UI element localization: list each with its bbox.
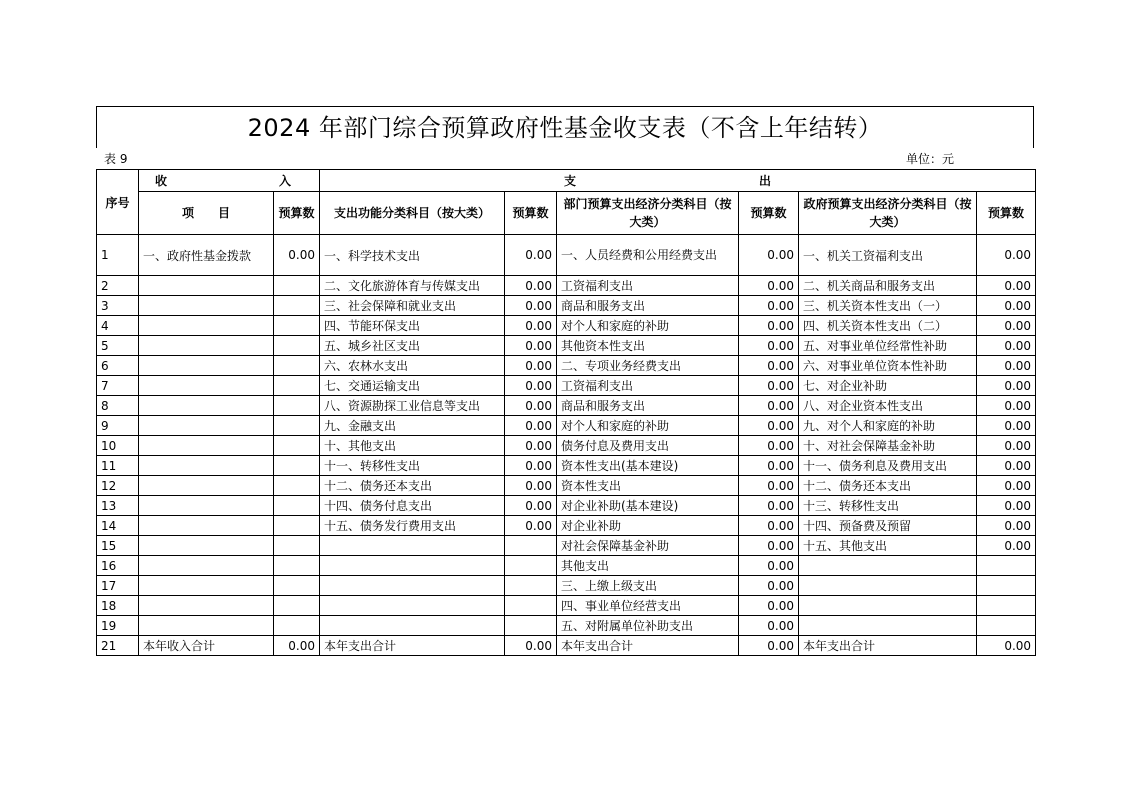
func-cell: 十一、转移性支出 (320, 456, 505, 476)
table-row (97, 596, 1036, 616)
budget3-header: 预算数 (739, 192, 799, 235)
table-row (97, 316, 1036, 336)
budget-table (96, 169, 1036, 656)
budget1-cell (274, 276, 320, 296)
budget4-cell: 0.00 (977, 636, 1036, 656)
budget4-cell: 0.00 (977, 456, 1036, 476)
budget2-cell: 0.00 (505, 416, 557, 436)
budget1-cell (274, 556, 320, 576)
dept-econ-cell: 一、人员经费和公用经费支出 (557, 235, 739, 276)
seq-header: 序号 (97, 170, 139, 235)
budget4-cell: 0.00 (977, 516, 1036, 536)
table-row (97, 576, 1036, 596)
budget1-cell (274, 296, 320, 316)
item-cell (139, 596, 274, 616)
gov-econ-cell: 四、机关资本性支出（二） (799, 316, 977, 336)
dept-econ-cell: 商品和服务支出 (557, 396, 739, 416)
budget3-cell: 0.00 (739, 376, 799, 396)
dept-econ-cell: 其他资本性支出 (557, 336, 739, 356)
budget1-cell (274, 396, 320, 416)
gov-econ-cell: 十一、债务利息及费用支出 (799, 456, 977, 476)
table-row (97, 496, 1036, 516)
gov-econ-cell: 十三、转移性支出 (799, 496, 977, 516)
seq-cell: 6 (97, 356, 139, 376)
budget2-header: 预算数 (505, 192, 557, 235)
table-row (97, 336, 1036, 356)
budget2-cell: 0.00 (505, 276, 557, 296)
item-cell (139, 416, 274, 436)
item-cell (139, 556, 274, 576)
budget4-cell: 0.00 (977, 235, 1036, 276)
budget3-cell: 0.00 (739, 296, 799, 316)
dept-econ-cell: 资本性支出 (557, 476, 739, 496)
budget4-cell (977, 556, 1036, 576)
budget1-cell (274, 476, 320, 496)
seq-cell: 5 (97, 336, 139, 356)
dept-econ-cell: 三、上缴上级支出 (557, 576, 739, 596)
budget2-cell: 0.00 (505, 496, 557, 516)
seq-cell: 14 (97, 516, 139, 536)
gov-econ-cell: 八、对企业资本性支出 (799, 396, 977, 416)
budget2-cell: 0.00 (505, 356, 557, 376)
budget3-cell: 0.00 (739, 616, 799, 636)
seq-cell: 10 (97, 436, 139, 456)
budget4-cell: 0.00 (977, 396, 1036, 416)
gov-econ-cell: 三、机关资本性支出（一） (799, 296, 977, 316)
item-cell (139, 536, 274, 556)
item-cell (139, 376, 274, 396)
budget4-cell: 0.00 (977, 476, 1036, 496)
budget4-cell: 0.00 (977, 296, 1036, 316)
budget3-cell: 0.00 (739, 636, 799, 656)
budget3-cell: 0.00 (739, 396, 799, 416)
expense-group-header (320, 170, 1036, 192)
budget3-cell: 0.00 (739, 576, 799, 596)
budget3-cell: 0.00 (739, 476, 799, 496)
func-cell: 三、社会保障和就业支出 (320, 296, 505, 316)
seq-cell: 12 (97, 476, 139, 496)
gov-econ-cell: 二、机关商品和服务支出 (799, 276, 977, 296)
dept-econ-cell: 工资福利支出 (557, 276, 739, 296)
func-cell: 十二、债务还本支出 (320, 476, 505, 496)
budget2-cell: 0.00 (505, 296, 557, 316)
gov-econ-cell: 本年支出合计 (799, 636, 977, 656)
func-cell: 十、其他支出 (320, 436, 505, 456)
gov-econ-cell: 十二、债务还本支出 (799, 476, 977, 496)
budget4-cell (977, 576, 1036, 596)
budget2-cell: 0.00 (505, 316, 557, 336)
budget1-cell (274, 576, 320, 596)
func-cell: 八、资源勘探工业信息等支出 (320, 396, 505, 416)
budget3-cell: 0.00 (739, 596, 799, 616)
seq-cell: 17 (97, 576, 139, 596)
item-cell (139, 476, 274, 496)
table-body (97, 235, 1036, 656)
seq-cell: 16 (97, 556, 139, 576)
income-label-a: 收 (155, 174, 168, 188)
seq-cell: 13 (97, 496, 139, 516)
item-cell (139, 616, 274, 636)
budget1-cell (274, 596, 320, 616)
budget3-cell: 0.00 (739, 436, 799, 456)
budget2-cell: 0.00 (505, 376, 557, 396)
dept-econ-cell: 对企业补助 (557, 516, 739, 536)
gov-econ-cell: 五、对事业单位经常性补助 (799, 336, 977, 356)
table-row (97, 416, 1036, 436)
income-label-b: 入 (278, 174, 291, 188)
table-row (97, 296, 1036, 316)
func-cell: 七、交通运输支出 (320, 376, 505, 396)
item-cell (139, 576, 274, 596)
gov-econ-cell: 一、机关工资福利支出 (799, 235, 977, 276)
budget2-cell: 0.00 (505, 336, 557, 356)
budget3-cell: 0.00 (739, 456, 799, 476)
table-row (97, 616, 1036, 636)
budget2-cell: 0.00 (505, 476, 557, 496)
expense-label-b: 出 (759, 174, 772, 188)
item-cell (139, 356, 274, 376)
table-row (97, 276, 1036, 296)
table-row (97, 436, 1036, 456)
budget3-cell: 0.00 (739, 316, 799, 336)
item-cell (139, 396, 274, 416)
item-cell (139, 516, 274, 536)
budget4-cell: 0.00 (977, 376, 1036, 396)
budget3-cell: 0.00 (739, 276, 799, 296)
func-cell: 二、文化旅游体育与传媒支出 (320, 276, 505, 296)
item-cell (139, 276, 274, 296)
table-row (97, 636, 1036, 656)
title-box (96, 106, 1034, 148)
item-header: 项 目 (139, 192, 274, 235)
func-cell: 五、城乡社区支出 (320, 336, 505, 356)
dept-econ-cell: 其他支出 (557, 556, 739, 576)
table-row (97, 376, 1036, 396)
budget1-cell (274, 456, 320, 476)
budget1-cell (274, 336, 320, 356)
dept-econ-cell: 工资福利支出 (557, 376, 739, 396)
dept-econ-cell: 五、对附属单位补助支出 (557, 616, 739, 636)
func-cell (320, 576, 505, 596)
func-header: 支出功能分类科目（按大类） (320, 192, 505, 235)
table-row (97, 396, 1036, 416)
func-cell (320, 596, 505, 616)
gov-econ-header: 政府预算支出经济分类科目（按大类） (799, 192, 977, 235)
budget3-cell: 0.00 (739, 516, 799, 536)
seq-cell: 15 (97, 536, 139, 556)
expense-label-a: 支 (564, 174, 577, 188)
gov-econ-cell: 九、对个人和家庭的补助 (799, 416, 977, 436)
budget2-cell: 0.00 (505, 436, 557, 456)
table-row (97, 556, 1036, 576)
func-cell: 四、节能环保支出 (320, 316, 505, 336)
dept-econ-cell: 二、专项业务经费支出 (557, 356, 739, 376)
dept-econ-header: 部门预算支出经济分类科目（按大类） (557, 192, 739, 235)
gov-econ-cell: 十、对社会保障基金补助 (799, 436, 977, 456)
budget1-cell (274, 376, 320, 396)
seq-cell: 19 (97, 616, 139, 636)
table-row (97, 536, 1036, 556)
budget4-cell: 0.00 (977, 276, 1036, 296)
gov-econ-cell (799, 556, 977, 576)
func-cell (320, 616, 505, 636)
func-cell: 六、农林水支出 (320, 356, 505, 376)
dept-econ-cell: 商品和服务支出 (557, 296, 739, 316)
budget3-cell: 0.00 (739, 336, 799, 356)
budget4-cell (977, 616, 1036, 636)
func-cell: 十五、债务发行费用支出 (320, 516, 505, 536)
budget4-cell: 0.00 (977, 356, 1036, 376)
budget1-cell (274, 416, 320, 436)
seq-cell: 11 (97, 456, 139, 476)
budget1-cell (274, 356, 320, 376)
budget4-cell (977, 596, 1036, 616)
gov-econ-cell: 十四、预备费及预留 (799, 516, 977, 536)
dept-econ-cell: 资本性支出(基本建设) (557, 456, 739, 476)
budget1-cell (274, 616, 320, 636)
seq-cell: 9 (97, 416, 139, 436)
budget3-cell: 0.00 (739, 235, 799, 276)
budget3-cell: 0.00 (739, 496, 799, 516)
dept-econ-cell: 债务付息及费用支出 (557, 436, 739, 456)
gov-econ-cell (799, 596, 977, 616)
budget4-header: 预算数 (977, 192, 1036, 235)
budget2-cell (505, 616, 557, 636)
func-cell: 十四、债务付息支出 (320, 496, 505, 516)
budget1-cell (274, 496, 320, 516)
item-cell (139, 436, 274, 456)
seq-cell: 18 (97, 596, 139, 616)
budget1-cell: 0.00 (274, 235, 320, 276)
seq-cell: 21 (97, 636, 139, 656)
gov-econ-cell: 六、对事业单位资本性补助 (799, 356, 977, 376)
income-group-header (139, 170, 320, 192)
table-row (97, 516, 1036, 536)
budget2-cell: 0.00 (505, 396, 557, 416)
func-cell: 本年支出合计 (320, 636, 505, 656)
budget3-cell: 0.00 (739, 536, 799, 556)
budget2-cell: 0.00 (505, 456, 557, 476)
dept-econ-cell: 对企业补助(基本建设) (557, 496, 739, 516)
gov-econ-cell: 十五、其他支出 (799, 536, 977, 556)
column-header-row (97, 192, 1036, 235)
budget4-cell: 0.00 (977, 496, 1036, 516)
table-row (97, 456, 1036, 476)
budget2-cell: 0.00 (505, 636, 557, 656)
budget2-cell: 0.00 (505, 516, 557, 536)
item-cell (139, 496, 274, 516)
dept-econ-cell: 四、事业单位经营支出 (557, 596, 739, 616)
budget2-cell (505, 596, 557, 616)
unit-label: 单位：元 (906, 152, 955, 166)
budget4-cell: 0.00 (977, 416, 1036, 436)
item-cell (139, 456, 274, 476)
item-cell (139, 336, 274, 356)
budget2-cell: 0.00 (505, 235, 557, 276)
func-cell: 九、金融支出 (320, 416, 505, 436)
budget4-cell: 0.00 (977, 336, 1036, 356)
seq-cell: 4 (97, 316, 139, 336)
group-header-row (97, 170, 1036, 192)
table-row (97, 235, 1036, 276)
dept-econ-cell: 本年支出合计 (557, 636, 739, 656)
seq-cell: 1 (97, 235, 139, 276)
budget1-header: 预算数 (274, 192, 320, 235)
budget3-cell: 0.00 (739, 356, 799, 376)
page-title: 2024 年部门综合预算政府性基金收支表（不含上年结转） (247, 114, 883, 142)
item-cell: 本年收入合计 (139, 636, 274, 656)
seq-cell: 3 (97, 296, 139, 316)
table-number: 表 9 (104, 152, 128, 166)
budget1-cell (274, 516, 320, 536)
table-row (97, 356, 1036, 376)
seq-cell: 8 (97, 396, 139, 416)
func-cell (320, 556, 505, 576)
budget2-cell (505, 556, 557, 576)
item-cell: 一、政府性基金拨款 (139, 235, 274, 276)
item-cell (139, 316, 274, 336)
dept-econ-cell: 对社会保障基金补助 (557, 536, 739, 556)
budget3-cell: 0.00 (739, 416, 799, 436)
seq-cell: 2 (97, 276, 139, 296)
budget3-cell: 0.00 (739, 556, 799, 576)
gov-econ-cell: 七、对企业补助 (799, 376, 977, 396)
budget1-cell (274, 316, 320, 336)
dept-econ-cell: 对个人和家庭的补助 (557, 316, 739, 336)
budget4-cell: 0.00 (977, 316, 1036, 336)
budget1-cell (274, 436, 320, 456)
budget1-cell: 0.00 (274, 636, 320, 656)
budget2-cell (505, 576, 557, 596)
budget4-cell: 0.00 (977, 436, 1036, 456)
budget2-cell (505, 536, 557, 556)
budget4-cell: 0.00 (977, 536, 1036, 556)
dept-econ-cell: 对个人和家庭的补助 (557, 416, 739, 436)
table-row (97, 476, 1036, 496)
item-cell (139, 296, 274, 316)
seq-cell: 7 (97, 376, 139, 396)
budget1-cell (274, 536, 320, 556)
func-cell: 一、科学技术支出 (320, 235, 505, 276)
gov-econ-cell (799, 616, 977, 636)
gov-econ-cell (799, 576, 977, 596)
func-cell (320, 536, 505, 556)
